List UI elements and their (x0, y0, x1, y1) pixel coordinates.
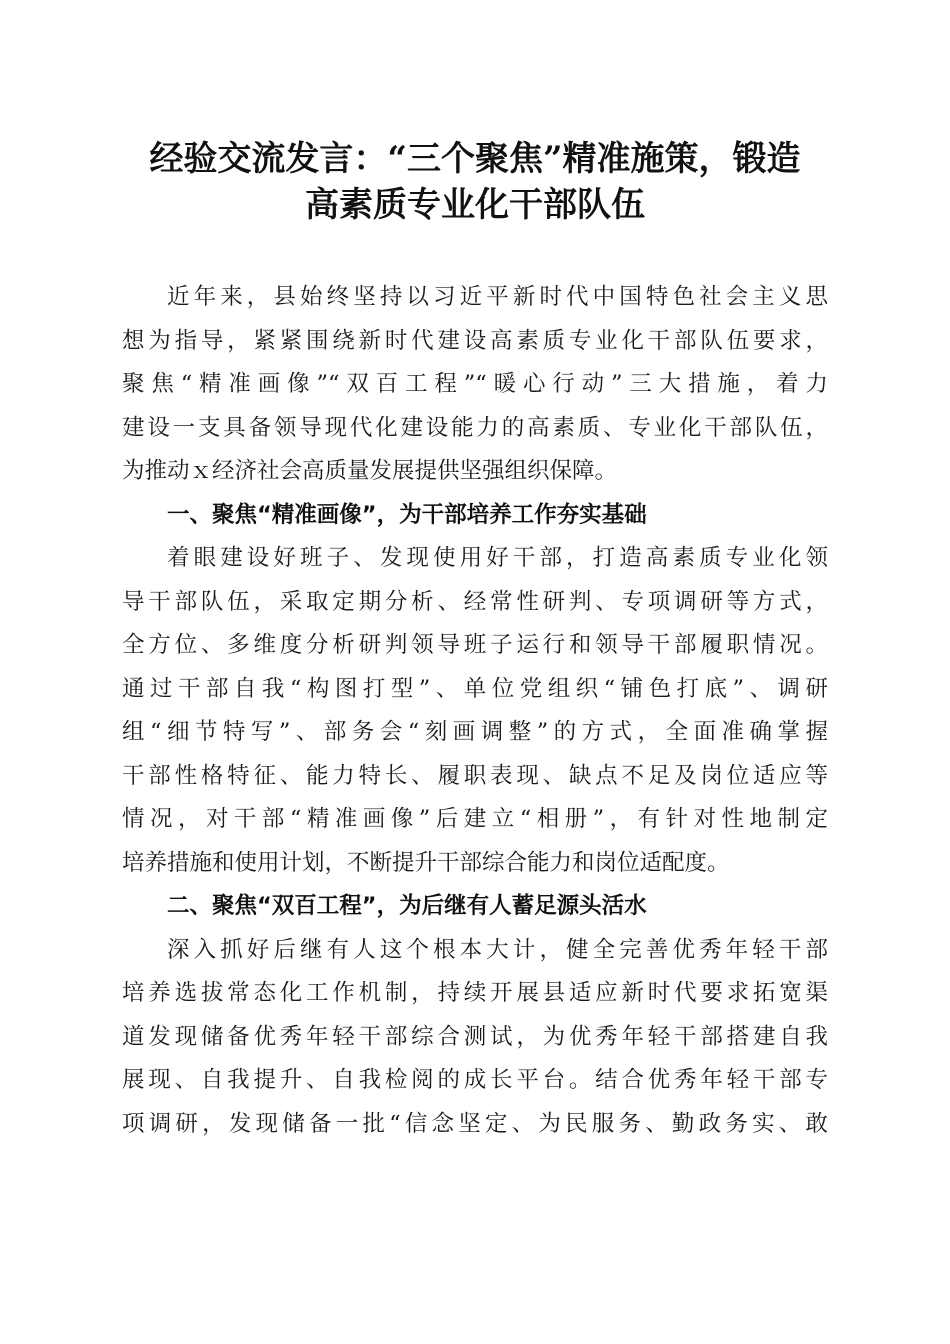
text-line: 近年来，县始终坚持以习近平新时代中国特色社会主义思 (167, 284, 828, 310)
document-title (110, 136, 840, 228)
text-line: 培养选拔常态化工作机制，持续开展县适应新时代要求拓宽渠 (122, 980, 828, 1006)
text-line: 干部性格特征、能力特长、履职表现、缺点不足及岗位适应等 (122, 762, 828, 789)
text-line: 项调研，发现储备一批“信念坚定、为民服务、勤政务实、敢 (122, 1110, 828, 1137)
text-line: 培养措施和使用计划，不断提升干部综合能力和岗位适配度。 (122, 849, 730, 876)
section-1-heading: 一、聚焦“精准画像”，为干部培养工作夯实基础 (167, 501, 647, 528)
document-body (122, 276, 828, 1146)
text-line: 情况，对干部“精准画像”后建立“相册”，有针对性地制定 (122, 806, 828, 832)
text-line: 着眼建设好班子、发现使用好干部，打造高素质专业化领 (167, 545, 828, 571)
text-line: 建设一支具备领导现代化建设能力的高素质、专业化干部队伍， (122, 414, 828, 441)
text-line: 深入抓好后继有人这个根本大计，健全完善优秀年轻干部 (167, 936, 828, 963)
text-line: 为推动ｘ经济社会高质量发展提供坚强组织保障。 (122, 458, 618, 484)
text-line: 道发现储备优秀年轻干部综合测试，为优秀年轻干部搭建自我 (122, 1023, 828, 1050)
intro-paragraph (122, 276, 828, 494)
text-line: 全方位、多维度分析研判领导班子运行和领导干部履职情况。 (122, 632, 828, 658)
text-line: 想为指导，紧紧围绕新时代建设高素质专业化干部队伍要求， (122, 327, 828, 354)
section-2-heading: 二、聚焦“双百工程”，为后继有人蓄足源头活水 (167, 893, 647, 919)
text-line: 聚焦“精准画像”“双百工程”“暖心行动”三大措施，着力 (122, 371, 828, 397)
text-line: 展现、自我提升、自我检阅的成长平台。结合优秀年轻干部专 (122, 1067, 828, 1093)
text-line: 导干部队伍，采取定期分析、经常性研判、专项调研等方式， (122, 588, 828, 615)
section-2-paragraph (122, 929, 828, 1147)
section-1-paragraph (122, 537, 828, 885)
text-line: 组“细节特写”、部务会“刻画调整”的方式，全面准确掌握 (122, 719, 828, 745)
title-line-1: 经验交流发言：“三个聚焦”精准施策，锻造 (149, 139, 801, 179)
text-line: 通过干部自我“构图打型”、单位党组织“铺色打底”、调研 (122, 675, 828, 702)
title-line-2: 高素质专业化干部队伍 (305, 185, 645, 225)
